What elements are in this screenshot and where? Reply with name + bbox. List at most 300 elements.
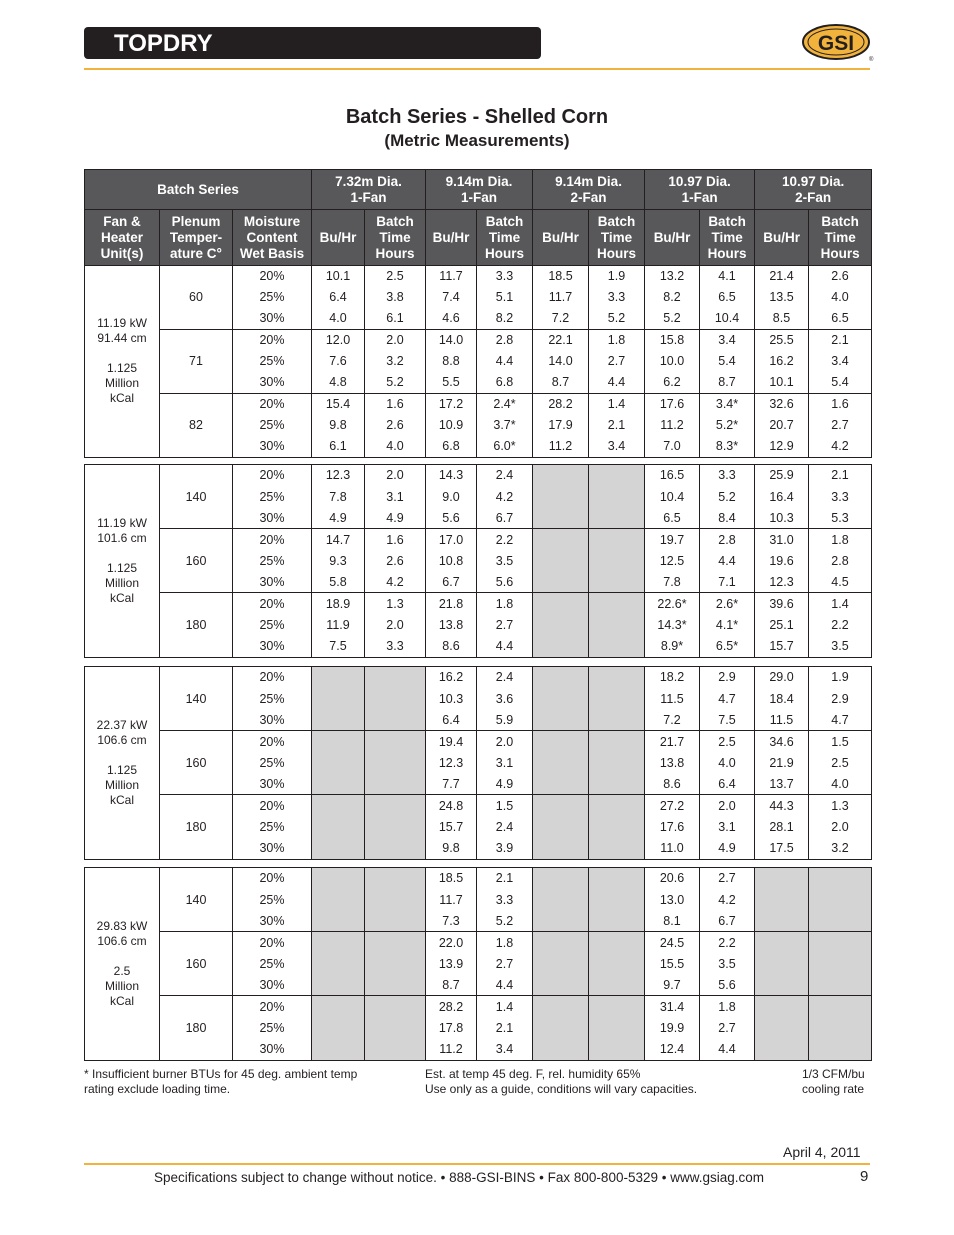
bu-hr-value: 18.5 [533, 266, 589, 287]
bu-hr-value: 18.5 [426, 868, 477, 889]
batch-time-value: 1.5 [477, 795, 533, 816]
batch-time-header-line: Time [600, 229, 633, 245]
batch-time-value: 1.3 [365, 593, 426, 614]
unavailable-cell [589, 838, 645, 859]
batch-time-value: 4.1* [700, 614, 755, 635]
batch-time-value: 2.1 [477, 868, 533, 889]
bu-hr-value: 10.1 [312, 266, 365, 287]
table-row [85, 731, 872, 752]
unavailable-cell [589, 507, 645, 528]
unavailable-cell [589, 731, 645, 752]
bu-hr-value: 11.5 [645, 688, 700, 709]
table-row [85, 932, 872, 953]
batch-time-value: 2.2 [809, 614, 872, 635]
bu-hr-value: 12.3 [426, 752, 477, 773]
batch-time-value: 2.7 [700, 1017, 755, 1038]
batch-time-value: 2.6 [809, 266, 872, 287]
unavailable-cell [533, 1017, 589, 1038]
bu-hr-value: 6.1 [312, 436, 365, 457]
batch-time-value: 3.4 [700, 329, 755, 350]
bu-hr-value: 31.0 [755, 529, 809, 550]
bu-hr-value: 4.8 [312, 372, 365, 393]
group-header-line: 2-Fan [795, 189, 832, 205]
unavailable-cell [533, 571, 589, 592]
batch-time-value: 3.8 [365, 287, 426, 308]
bu-hr-value: 17.9 [533, 415, 589, 436]
page-number: 9 [860, 1168, 869, 1185]
document-title: Batch Series - Shelled Corn [345, 106, 609, 128]
unavailable-cell [589, 889, 645, 910]
batch-series-header: Batch Series [85, 170, 312, 210]
group-header-line: 2-Fan [570, 189, 607, 205]
bu-hr-value: 11.2 [426, 1039, 477, 1060]
moisture-header [233, 210, 312, 266]
batch-time-value: 1.8 [809, 529, 872, 550]
footnote-line: Use only as a guide, conditions will vary capacities. [425, 1082, 698, 1096]
bu-hr-value: 11.7 [426, 266, 477, 287]
moisture-value: 20% [233, 266, 312, 287]
unavailable-cell [589, 709, 645, 730]
batch-time-value: 1.6 [365, 529, 426, 550]
unavailable-cell [365, 816, 426, 837]
moisture-value: 20% [233, 868, 312, 889]
footer-divider [84, 1163, 870, 1165]
fan-heater-label-line: Million [104, 575, 139, 590]
batch-time-header-line: Time [824, 229, 856, 245]
fan-heater-header-line: Fan & [103, 213, 141, 229]
moisture-value: 20% [233, 667, 312, 688]
footnote-line: * Insufficient burner BTUs for 45 deg. ambient temp [84, 1067, 358, 1081]
batch-time-value: 4.4 [700, 550, 755, 571]
batch-time-value: 2.9 [700, 667, 755, 688]
unavailable-cell [365, 910, 426, 931]
batch-time-value: 2.1 [809, 329, 872, 350]
batch-time-value: 2.7 [809, 415, 872, 436]
unavailable-cell [365, 953, 426, 974]
bu-hr-value: 16.5 [645, 465, 700, 486]
plenum-temp: 160 [160, 529, 233, 593]
fan-heater-label-line: Million [104, 777, 139, 792]
bu-hr-value: 12.5 [645, 550, 700, 571]
unavailable-cell [312, 932, 365, 953]
unavailable-cell [589, 636, 645, 657]
batch-time-header [365, 210, 426, 266]
bu-hr-value: 7.2 [645, 709, 700, 730]
unavailable-cell [312, 1039, 365, 1060]
moisture-value: 30% [233, 507, 312, 528]
bu-hr-value: 9.3 [312, 550, 365, 571]
batch-time-value: 3.3 [589, 287, 645, 308]
group-header [312, 170, 426, 210]
plenum-temp-header-line: ature C° [170, 245, 222, 261]
batch-time-header [809, 210, 872, 266]
batch-time-value: 3.1 [365, 486, 426, 507]
table-row [85, 266, 872, 287]
fan-heater-label [85, 266, 160, 458]
bu-hr-value: 15.4 [312, 393, 365, 414]
batch-time-value: 2.8 [809, 550, 872, 571]
batch-time-value: 4.0 [809, 773, 872, 794]
unavailable-cell [312, 1017, 365, 1038]
batch-time-value: 3.6 [477, 688, 533, 709]
bu-hr-value: 5.5 [426, 372, 477, 393]
moisture-value: 25% [233, 889, 312, 910]
batch-time-value: 5.2* [700, 415, 755, 436]
bu-hr-value: 7.7 [426, 773, 477, 794]
bu-hr-value: 14.3* [645, 614, 700, 635]
fan-heater-header [85, 210, 160, 266]
bu-hr-value: 7.0 [645, 436, 700, 457]
footnote-line: cooling rate [802, 1082, 865, 1096]
batch-time-header-line: Batch [485, 213, 524, 229]
heater-section [84, 867, 872, 1061]
unavailable-cell [589, 868, 645, 889]
unavailable-cell [533, 486, 589, 507]
bu-hr-value: 13.0 [645, 889, 700, 910]
unavailable-cell [589, 550, 645, 571]
batch-time-value: 3.9 [477, 838, 533, 859]
fan-heater-label-line: 91.44 cm [97, 331, 147, 346]
batch-time-value: 3.5 [477, 550, 533, 571]
batch-time-header [477, 210, 533, 266]
bu-hr-value: 12.4 [645, 1039, 700, 1060]
bu-hr-value: 6.8 [426, 436, 477, 457]
unavailable-cell [533, 709, 589, 730]
bu-hr-value: 10.3 [426, 688, 477, 709]
batch-time-value: 8.3* [700, 436, 755, 457]
unavailable-cell [312, 752, 365, 773]
moisture-value: 25% [233, 351, 312, 372]
bu-hr-value: 10.0 [645, 351, 700, 372]
fan-heater-header-line: Heater [100, 229, 144, 245]
batch-time-value: 2.0 [700, 795, 755, 816]
batch-time-value: 3.1 [700, 816, 755, 837]
bu-hr-value: 27.2 [645, 795, 700, 816]
batch-time-value: 3.4* [700, 393, 755, 414]
unavailable-cell [589, 932, 645, 953]
table-row [85, 465, 872, 486]
unavailable-cell [365, 868, 426, 889]
bu-hr-value: 22.1 [533, 329, 589, 350]
bu-hr-value: 20.6 [645, 868, 700, 889]
unavailable-cell [809, 910, 872, 931]
bu-hr-value: 13.7 [755, 773, 809, 794]
group-header [533, 170, 645, 210]
bu-hr-value: 14.7 [312, 529, 365, 550]
fan-heater-label-line: 1.125 [106, 560, 138, 575]
bu-hr-value: 7.2 [533, 308, 589, 329]
batch-time-value: 4.2 [809, 436, 872, 457]
batch-time-value: 2.7 [700, 868, 755, 889]
batch-time-value: 3.4 [477, 1039, 533, 1060]
bu-hr-value: 21.4 [755, 266, 809, 287]
bu-hr-value: 9.0 [426, 486, 477, 507]
unavailable-cell [589, 996, 645, 1017]
moisture-value: 25% [233, 816, 312, 837]
batch-time-value: 5.2 [700, 486, 755, 507]
group-header [426, 170, 533, 210]
group-header-line: 7.32m Dia. [335, 173, 402, 189]
bu-hr-value: 8.1 [645, 910, 700, 931]
batch-time-header-line: Hours [597, 245, 637, 261]
moisture-value: 30% [233, 372, 312, 393]
plenum-temp: 180 [160, 593, 233, 657]
logo-text: GSI [817, 32, 855, 55]
batch-time-value: 5.2 [477, 910, 533, 931]
unavailable-cell [533, 688, 589, 709]
bu-hr-value: 19.7 [645, 529, 700, 550]
table-row [85, 329, 872, 350]
unavailable-cell [533, 773, 589, 794]
unavailable-cell [365, 1017, 426, 1038]
fan-heater-label-line: 1.125 [106, 762, 138, 777]
unavailable-cell [589, 667, 645, 688]
unavailable-cell [365, 838, 426, 859]
unavailable-cell [755, 889, 809, 910]
bu-hr-value: 31.4 [645, 996, 700, 1017]
table-row [85, 593, 872, 614]
batch-time-header-line: Hours [707, 245, 747, 261]
bu-hr-value: 6.4 [426, 709, 477, 730]
group-header-line: 9.14m Dia. [555, 173, 622, 189]
bu-hr-value: 34.6 [755, 731, 809, 752]
batch-time-value: 1.5 [809, 731, 872, 752]
batch-time-value: 1.9 [809, 667, 872, 688]
unavailable-cell [365, 667, 426, 688]
batch-time-value: 4.4 [477, 636, 533, 657]
moisture-value: 25% [233, 614, 312, 635]
bu-hr-value: 11.5 [755, 709, 809, 730]
bu-hr-value: 8.6 [426, 636, 477, 657]
bu-hr-value: 24.8 [426, 795, 477, 816]
unavailable-cell [533, 752, 589, 773]
fan-heater-label [85, 667, 160, 860]
fan-heater-label-line: 22.37 kW [96, 717, 148, 732]
batch-time-value: 6.1 [365, 308, 426, 329]
unavailable-cell [533, 529, 589, 550]
batch-time-value: 2.8 [477, 329, 533, 350]
batch-time-value: 1.4 [477, 996, 533, 1017]
batch-time-value: 2.7 [477, 953, 533, 974]
header-bar [84, 27, 541, 59]
bu-hr-value: 19.9 [645, 1017, 700, 1038]
unavailable-cell [589, 773, 645, 794]
batch-time-value: 1.9 [589, 266, 645, 287]
batch-time-value: 5.1 [477, 287, 533, 308]
unavailable-cell [365, 1039, 426, 1060]
bu-hr-value: 11.9 [312, 614, 365, 635]
unavailable-cell [809, 868, 872, 889]
unavailable-cell [755, 953, 809, 974]
unavailable-cell [312, 795, 365, 816]
unavailable-cell [533, 550, 589, 571]
fan-heater-label-line: 1.125 [106, 361, 138, 376]
moisture-value: 20% [233, 996, 312, 1017]
unavailable-cell [533, 889, 589, 910]
batch-time-header [700, 210, 755, 266]
bu-hr-value: 6.4 [312, 287, 365, 308]
bu-hr-value: 8.6 [645, 773, 700, 794]
bu-hr-value: 4.0 [312, 308, 365, 329]
plenum-temp: 160 [160, 932, 233, 996]
batch-time-value: 10.4 [700, 308, 755, 329]
batch-time-value: 6.5 [809, 308, 872, 329]
bu-hr-value: 18.9 [312, 593, 365, 614]
bu-hr-value: 9.8 [426, 838, 477, 859]
unavailable-cell [533, 465, 589, 486]
bu-hr-header: Bu/Hr [645, 210, 700, 266]
batch-time-value: 3.1 [477, 752, 533, 773]
batch-time-value: 4.9 [365, 507, 426, 528]
unavailable-cell [533, 507, 589, 528]
fan-heater-label-line: kCal [109, 792, 134, 807]
batch-time-value: 1.6 [809, 393, 872, 414]
fan-heater-label-line: 106.6 cm [97, 933, 147, 948]
table-row [85, 393, 872, 414]
bu-hr-value: 20.7 [755, 415, 809, 436]
unavailable-cell [533, 953, 589, 974]
unavailable-cell [312, 816, 365, 837]
unavailable-cell [312, 667, 365, 688]
batch-time-value: 6.8 [477, 372, 533, 393]
batch-time-value: 6.4 [700, 773, 755, 794]
unavailable-cell [533, 816, 589, 837]
batch-time-value: 8.2 [477, 308, 533, 329]
bu-hr-value: 12.0 [312, 329, 365, 350]
batch-time-value: 6.5 [700, 287, 755, 308]
batch-time-value: 4.2 [365, 571, 426, 592]
unavailable-cell [589, 1017, 645, 1038]
plenum-temp: 140 [160, 667, 233, 731]
footnote-insufficient [84, 1067, 357, 1097]
batch-time-value: 4.4 [700, 1039, 755, 1060]
batch-time-header-line: Hours [485, 245, 525, 261]
batch-time-value: 1.4 [589, 393, 645, 414]
unavailable-cell [533, 910, 589, 931]
batch-time-value: 2.1 [477, 1017, 533, 1038]
fan-heater-header-line: Unit(s) [100, 245, 144, 261]
bu-hr-value: 16.4 [755, 486, 809, 507]
footnote-estimate [425, 1067, 697, 1097]
bu-hr-value: 10.9 [426, 415, 477, 436]
plenum-temp: 71 [160, 329, 233, 393]
bu-hr-value: 10.8 [426, 550, 477, 571]
bu-hr-value: 6.5 [645, 507, 700, 528]
batch-time-value: 2.2 [700, 932, 755, 953]
moisture-value: 30% [233, 910, 312, 931]
unavailable-cell [809, 974, 872, 995]
unavailable-cell [809, 996, 872, 1017]
batch-time-value: 4.1 [700, 266, 755, 287]
batch-time-value: 1.3 [809, 795, 872, 816]
unavailable-cell [589, 910, 645, 931]
footnote-line: rating exclude loading time. [84, 1082, 231, 1096]
bu-hr-value: 10.3 [755, 507, 809, 528]
batch-time-value: 3.4 [589, 436, 645, 457]
unavailable-cell [365, 795, 426, 816]
bu-hr-value: 11.2 [645, 415, 700, 436]
bu-hr-value: 19.6 [755, 550, 809, 571]
unavailable-cell [533, 996, 589, 1017]
batch-time-value: 4.2 [477, 486, 533, 507]
unavailable-cell [312, 838, 365, 859]
unavailable-cell [533, 731, 589, 752]
moisture-value: 20% [233, 529, 312, 550]
unavailable-cell [589, 614, 645, 635]
batch-time-value: 2.5 [700, 731, 755, 752]
batch-time-value: 2.0 [365, 329, 426, 350]
batch-time-value: 2.5 [809, 752, 872, 773]
unavailable-cell [365, 889, 426, 910]
batch-time-value: 3.3 [809, 486, 872, 507]
bu-hr-value: 9.7 [645, 974, 700, 995]
batch-time-value: 1.8 [477, 593, 533, 614]
moisture-value: 20% [233, 795, 312, 816]
batch-time-value: 6.0* [477, 436, 533, 457]
bu-hr-value: 32.6 [755, 393, 809, 414]
fan-heater-label-line: 101.6 cm [97, 530, 147, 545]
bu-hr-value: 7.6 [312, 351, 365, 372]
footnote-cooling [802, 1067, 865, 1097]
unavailable-cell [755, 1039, 809, 1060]
plenum-temp: 82 [160, 393, 233, 457]
unavailable-cell [312, 773, 365, 794]
fan-heater-label-line: 106.6 cm [97, 732, 147, 747]
batch-time-value: 4.4 [477, 351, 533, 372]
bu-hr-value: 7.4 [426, 287, 477, 308]
bu-hr-value: 14.0 [426, 329, 477, 350]
bu-hr-value: 21.7 [645, 731, 700, 752]
unavailable-cell [533, 974, 589, 995]
unavailable-cell [365, 709, 426, 730]
group-header-line: 10.97 Dia. [668, 173, 731, 189]
unavailable-cell [312, 889, 365, 910]
moisture-value: 30% [233, 773, 312, 794]
bu-hr-value: 13.9 [426, 953, 477, 974]
unavailable-cell [533, 932, 589, 953]
bu-hr-value: 14.3 [426, 465, 477, 486]
batch-time-value: 2.6 [365, 550, 426, 571]
unavailable-cell [589, 1039, 645, 1060]
plenum-temp-header-line: Temper- [169, 229, 223, 245]
bu-hr-value: 5.6 [426, 507, 477, 528]
moisture-value: 25% [233, 953, 312, 974]
bu-hr-value: 15.8 [645, 329, 700, 350]
bu-hr-value: 25.5 [755, 329, 809, 350]
bu-hr-value: 9.8 [312, 415, 365, 436]
batch-time-header-line: Hours [820, 245, 860, 261]
unavailable-cell [533, 838, 589, 859]
bu-hr-value: 11.7 [533, 287, 589, 308]
batch-time-value: 3.3 [477, 266, 533, 287]
bu-hr-value: 11.0 [645, 838, 700, 859]
bu-hr-value: 39.6 [755, 593, 809, 614]
table-row [85, 996, 872, 1017]
plenum-temp: 160 [160, 731, 233, 795]
bu-hr-value: 8.5 [755, 308, 809, 329]
bu-hr-value: 24.5 [645, 932, 700, 953]
bu-hr-value: 44.3 [755, 795, 809, 816]
batch-time-header-line: Time [488, 229, 521, 245]
batch-time-value: 4.4 [477, 974, 533, 995]
bu-hr-value: 13.8 [645, 752, 700, 773]
unavailable-cell [312, 868, 365, 889]
batch-time-value: 5.2 [589, 308, 645, 329]
group-header-line: 9.14m Dia. [445, 173, 513, 189]
unavailable-cell [809, 889, 872, 910]
moisture-value: 20% [233, 393, 312, 414]
moisture-value: 25% [233, 752, 312, 773]
